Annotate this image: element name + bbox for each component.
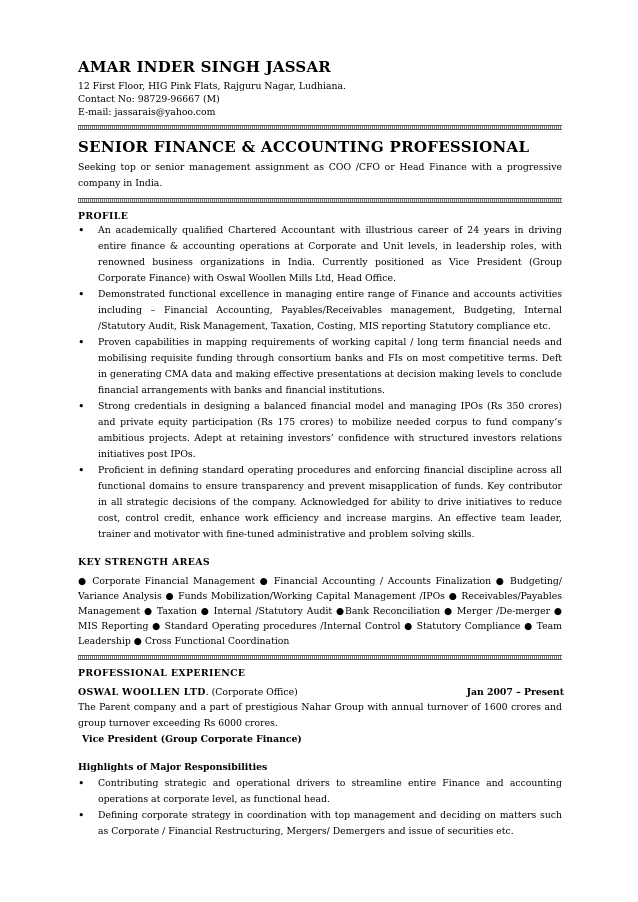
profile-item: • Proficient in defining standard operating procedures and enforcing financial discipline across all functional domains to ensure transparency and prevent misapplication of funds. Key contributor in all strategic decisions of the company. Acknowledged for ability to drive initiatives to reduce cost, control credit, enhance work efficiency and increase margins. An effective team leader, trainer and motivator with fine-tuned administrative and problem solving skills. [78,463,562,543]
profile-item: • Demonstrated functional excellence in managing entire range of Finance and accounts activities including – Financial Accounting, Payables/Receivables management, Budgeting, Internal /Statutory Audit, Risk Management, Taxation, Costing, MIS reporting Statutory compliance etc. [78,287,562,335]
employment-dates: Jan 2007 – Present [466,687,564,698]
profile-list [78,223,562,543]
company [78,685,298,700]
job-title: Vice President (Group Corporate Finance) [82,734,302,745]
address: 12 First Floor, HIG Pink Flats, Rajguru Nagar, Ludhiana. [78,81,346,92]
divider [78,198,562,203]
profile-item: • Strong credentials in designing a balanced financial model and managing IPOs (Rs 350 crores) and private equity participation (Rs 175 crores) to mobilize needed corpus to fund company’s ambitious projects. Adept at retaining investors’ confidence with structured investors relations initiatives post IPOs. [78,399,562,463]
strengths-heading: KEY STRENGTH AREAS [78,557,211,568]
phone: Contact No: 98729-96667 (M) [78,94,220,105]
company-row [78,685,562,700]
profile-heading: PROFILE [78,211,129,222]
experience-heading: PROFESSIONAL EXPERIENCE [78,668,246,679]
highlights-heading: Highlights of Major Responsibilities [78,762,268,773]
profile-item: • Proven capabilities in mapping requirements of working capital / long term financial needs and mobilising requisite funding through consortium banks and FIs on most competitive terms. Deft in generating CMA data and making effective presentations at decision making levels to conclude financial arrangements with banks and financial institutions. [78,335,562,399]
divider [78,125,562,130]
candidate-name: AMAR INDER SINGH JASSAR [78,58,331,76]
company-note: . (Corporate Office) [205,687,298,698]
highlight-item: • Defining corporate strategy in coordination with top management and deciding on matters such as Corporate / Financial Restructuring, Mergers/ Demergers and issue of securities etc. [78,808,562,840]
objective: Seeking top or senior management assignment as COO /CFO or Head Finance with a progressive company in India. [78,162,562,189]
profile-item: • An academically qualified Chartered Accountant with illustrious career of 24 years in driving entire finance & accounting operations at Corporate and Unit levels, in leadership roles, with renowned business organizations in India. Currently positioned as Vice President (Group Corporate Finance) with Oswal Woollen Mills Ltd, Head Office. [78,223,562,287]
email: E-mail: jassarais@yahoo.com [78,107,216,118]
company-name: OSWAL WOOLLEN LTD [78,687,206,698]
highlights-list [78,776,562,840]
highlight-item: • Contributing strategic and operational drivers to streamline entire Finance and accounting operations at corporate level, as functional head. [78,776,562,808]
strengths-text: ● Corporate Financial Management ● Financial Accounting / Accounts Finalization ● Budgeting/ Variance Analysis ● Funds Mobilization/Working Capital Management /IPOs ● Receivables/Payables Management ● Taxation ● Internal /Statutory Audit ●Bank Reconciliation ● Merger /De-merger ● MIS Reporting ● Standard Operating procedures /Internal Control ● Statutory Compliance ● Team Leadership ● Cross Functional Coordination [78,576,562,647]
divider [78,655,562,660]
resume-page [78,58,562,840]
company-description: The Parent company and a part of prestigious Nahar Group with annual turnover of 1600 crores and group turnover exceeding Rs 6000 crores. [78,702,562,729]
headline: SENIOR FINANCE & ACCOUNTING PROFESSIONAL [78,138,530,156]
